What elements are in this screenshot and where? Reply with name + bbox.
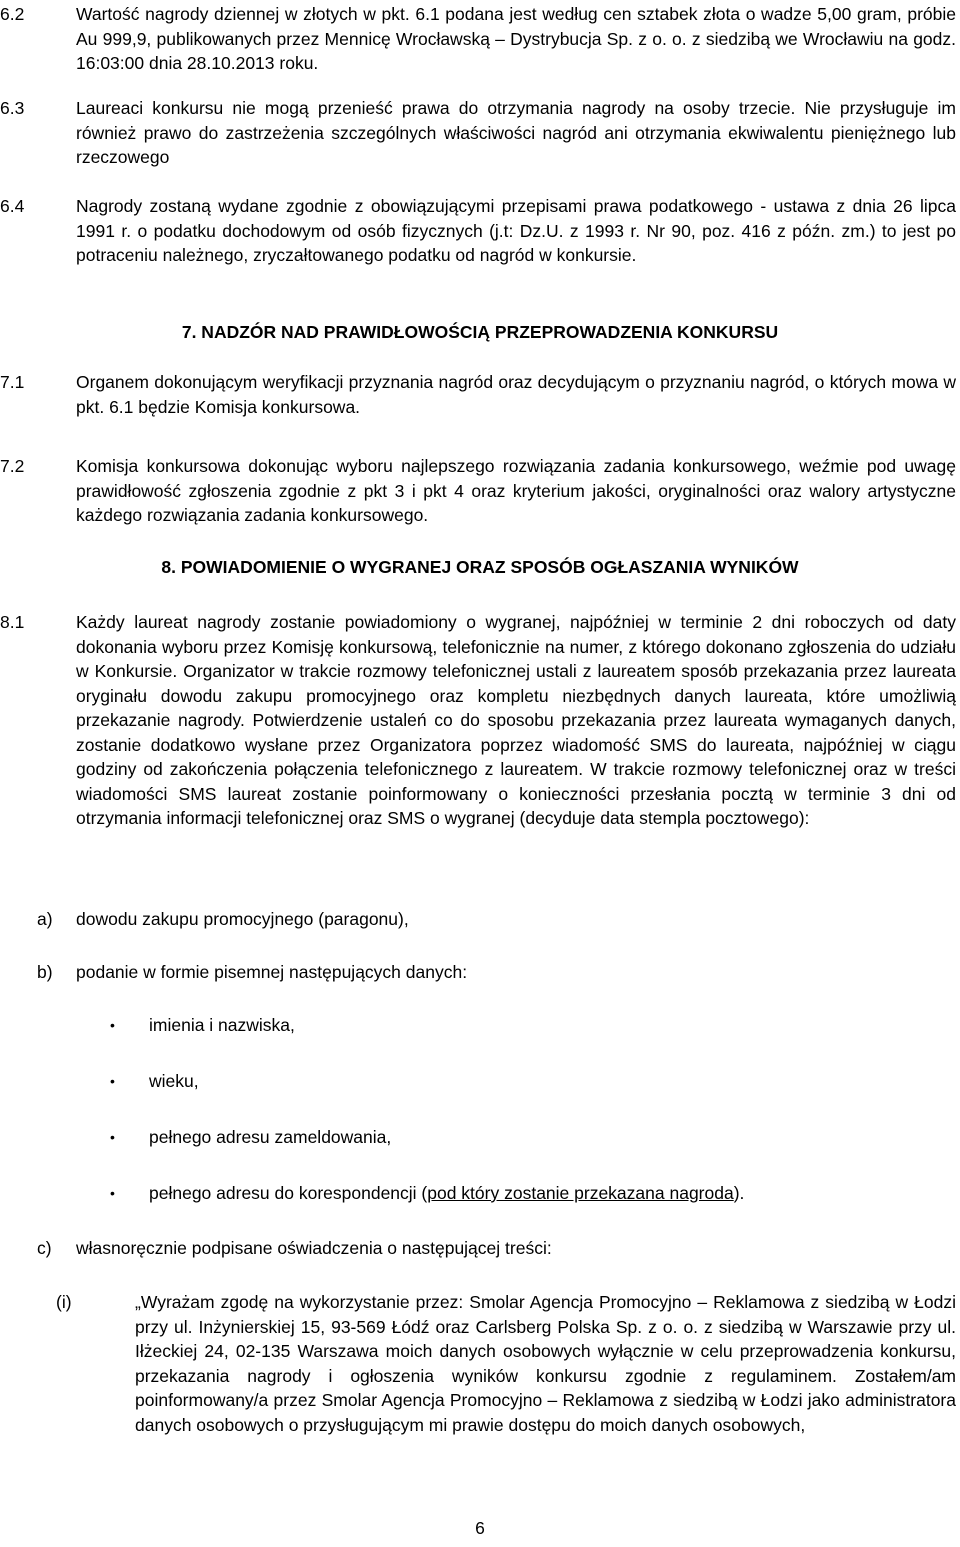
list-item-letter-c: c) <box>37 1238 52 1258</box>
bullet-text-underlined: pod który zostanie przekazana nagroda <box>427 1183 734 1203</box>
bullet-item-name: imienia i nazwiska, <box>149 1015 295 1035</box>
section-number-6-3: 6.3 <box>0 98 25 118</box>
paragraph-7-1: Organem dokonującym weryfikacji przyznania nagród oraz decydującym o przyznaniu nagród, o których mowa w pkt. 6.1 będzie Komisja konkursowa. <box>76 372 956 417</box>
page-number: 6 <box>475 1518 485 1538</box>
heading-section-8: 8. POWIADOMIENIE O WYGRANEJ ORAZ SPOSÓB OGŁASZANIA WYNIKÓW <box>161 557 799 577</box>
paragraph-8-1: Każdy laureat nagrody zostanie powiadomiony o wygranej, najpóźniej w terminie 2 dni roboczych od daty dokonania wyboru przez Komisję konkursową, telefonicznie na numer, z którego dokonano zgłoszenia do udziału w Konkursie. Organizator w trakcie rozmowy telefonicznej ustali z laureatem sposób przekazania przez laureata oryginału dowodu zakupu promocyjnego oraz kompletu niezbędnych danych laureata, które umożliwią przekazanie nagrody. Potwierdzenie ustaleń co do sposobu przekazania przez laureata wymaganych danych, zostanie dodatkowo wysłane przez Organizatora poprzez wiadomość SMS do laureata, najpóźniej w ciągu godziny od zakończenia połączenia telefonicznego z laureatem. W trakcie rozmowy telefonicznej oraz w treści wiadomości SMS laureat zostanie poinformowany o konieczności przesłania pocztą w terminie 3 dni od otrzymania informacji telefonicznej oraz SMS o wygranej (decyduje data stempla pocztowego): <box>76 612 956 828</box>
roman-numeral-i: (i) <box>56 1292 72 1312</box>
bullet-text-pre: pełnego adresu do korespondencji ( <box>149 1183 428 1203</box>
bullet-item-age: wieku, <box>149 1071 199 1091</box>
list-item-c-text: własnoręcznie podpisane oświadczenia o następującej treści: <box>76 1238 552 1258</box>
paragraph-6-3: Laureaci konkursu nie mogą przenieść prawa do otrzymania nagrody na osoby trzecie. Nie przysługuje im również prawo do zastrzeżenia szczególnych właściwości nagród ani otrzymania ekwiwalentu pieniężnego lub rzeczowego <box>76 98 956 167</box>
section-number-7-1: 7.1 <box>0 372 25 392</box>
list-item-letter-b: b) <box>37 962 53 982</box>
paragraph-7-2: Komisja konkursowa dokonując wyboru najlepszego rozwiązania zadania konkursowego, weźmie pod uwagę prawidłowość zgłoszenia zgodnie z pkt 3 i pkt 4 oraz kryterium jakości, oryginalności oraz walory artystyczne każdego rozwiązania zadania konkursowego. <box>76 456 956 525</box>
bullet-icon: • <box>110 1017 115 1033</box>
bullet-icon: • <box>110 1129 115 1145</box>
bullet-item-registered-address: pełnego adresu zameldowania, <box>149 1127 392 1147</box>
list-item-b-text: podanie w formie pisemnej następujących danych: <box>76 962 468 982</box>
consent-statement: „Wyrażam zgodę na wykorzystanie przez: Smolar Agencja Promocyjno – Reklamowa z siedzibą w Łodzi przy ul. Inżynierskiej 15, 93-569 Łódź oraz Carlsberg Polska Sp. z o. o. z siedzibą w Warszawie przy ul. Iłżeckiej 24, 02-135 Warszawa moich danych osobowych wyłącznie w celu przeprowadzenia konkursu, przekazania nagrody i ogłoszenia wyników konkursu zgodnie z regulaminem. Zostałem/am poinformowany/a przez Smolar Agencja Promocyjno – Reklamowa z siedzibą w Łodzi jako administratora danych osobowych o przysługującym mi prawie dostępu do moich danych osobowych, <box>135 1292 956 1435</box>
bullet-item-correspondence-address <box>149 1181 744 1206</box>
bullet-icon: • <box>110 1185 115 1201</box>
bullet-icon: • <box>110 1073 115 1089</box>
paragraph-6-4: Nagrody zostaną wydane zgodnie z obowiązującymi przepisami prawa podatkowego - ustawa z dnia 26 lipca 1991 r. o podatku dochodowym od osób fizycznych (j.t: Dz.U. z 1993 r. Nr 90, poz. 416 z późn. zm.) to jest po potraceniu należnego, zryczałtowanego podatku od nagród w konkursie. <box>76 196 956 265</box>
heading-section-7: 7. NADZÓR NAD PRAWIDŁOWOŚCIĄ PRZEPROWADZENIA KONKURSU <box>181 322 779 342</box>
list-item-a-text: dowodu zakupu promocyjnego (paragonu), <box>76 909 409 929</box>
section-number-6-2: 6.2 <box>0 4 25 24</box>
bullet-text-post: ). <box>733 1183 745 1203</box>
list-item-letter-a: a) <box>37 909 53 929</box>
paragraph-6-2: Wartość nagrody dziennej w złotych w pkt. 6.1 podana jest według cen sztabek złota o wadze 5,00 gram, próbie Au 999,9, publikowanych przez Mennicę Wrocławską – Dystrybucja Sp. z o. o. z siedzibą we Wrocławiu na godz. 16:03:00 dnia 28.10.2013 roku. <box>76 4 956 73</box>
section-number-8-1: 8.1 <box>0 612 25 632</box>
section-number-7-2: 7.2 <box>0 456 25 476</box>
section-number-6-4: 6.4 <box>0 196 25 216</box>
